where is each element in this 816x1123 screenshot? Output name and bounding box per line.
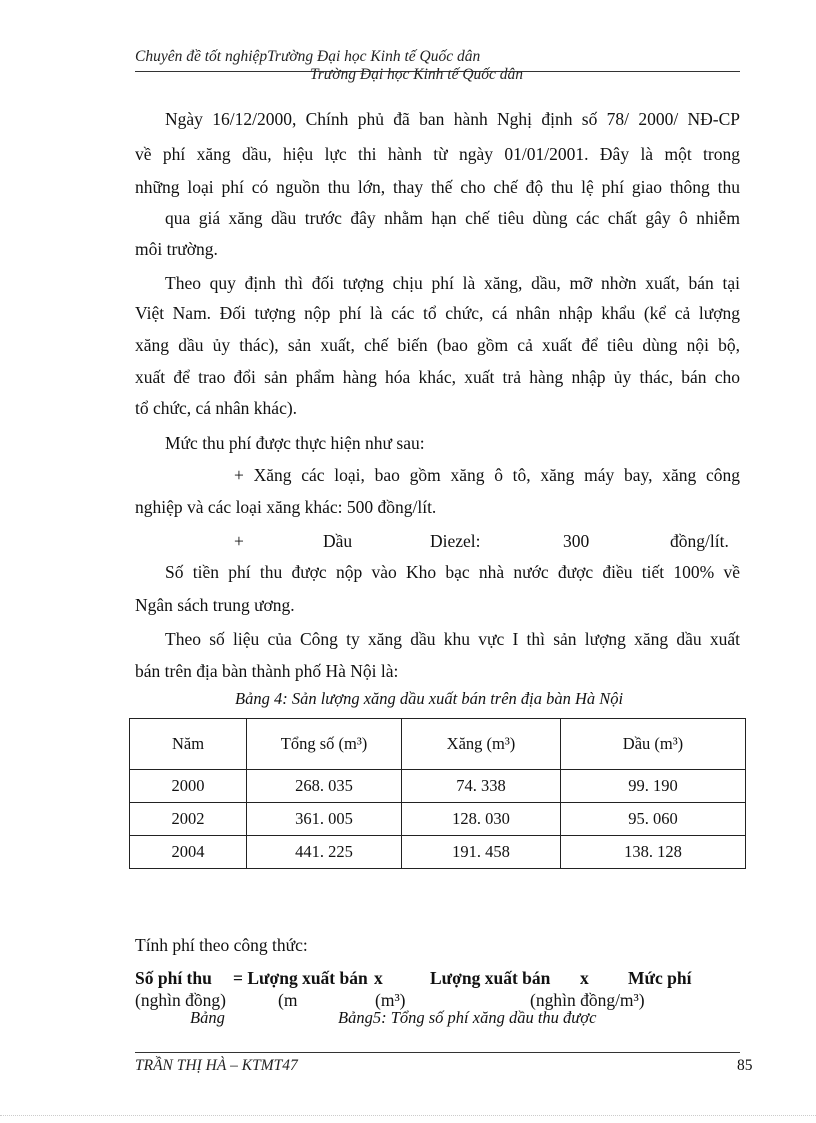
text-line: những loại phí có nguồn thu lớn, thay thế cho chế độ thu lệ phí giao thông thu [135, 177, 740, 197]
text-line: Số tiền phí thu được nộp vào Kho bạc nhà nước được điều tiết 100% về [165, 562, 740, 582]
running-header-subtitle: Trường Đại học Kinh tế Quốc dân [310, 66, 524, 83]
cell-year: 2002 [130, 803, 247, 836]
text-line: nghiệp và các loại xăng khác: 500 đồng/lít. [135, 497, 437, 517]
formula-fee: Số phí thu [135, 968, 212, 988]
cell-gasoline: 74. 338 [402, 770, 561, 803]
unit-rate: (nghìn đồng/m³) [530, 990, 645, 1010]
formula-quantity-1: = Lượng xuất bán [233, 968, 368, 988]
text-line: xuất để trao đổi sản phẩm hàng hóa khác, xuất trả hàng nhập ủy thác, bán cho [135, 367, 740, 387]
text-line: bán trên địa bàn thành phố Hà Nội là: [135, 661, 399, 681]
paragraph-fee-levels: Mức thu phí được thực hiện như sau: [165, 433, 425, 453]
cell-oil: 95. 060 [561, 803, 746, 836]
page-number: 85 [737, 1057, 753, 1074]
text-line: xăng dầu ủy thác), sản xuất, chế biến (bao gồm cả xuất để tiêu dùng nội bộ, [135, 335, 740, 355]
col-header-oil: Dầu (m³) [561, 719, 746, 770]
footer-rule [135, 1052, 740, 1053]
text-line: + Xăng các loại, bao gồm xăng ô tô, xăng máy bay, xăng công [234, 465, 740, 485]
table5-caption: Bảng5: Tổng số phí xăng dầu thu được [338, 1008, 597, 1027]
cell-gasoline: 191. 458 [402, 836, 561, 869]
cell-oil: 138. 128 [561, 836, 746, 869]
cell-gasoline: 128. 030 [402, 803, 561, 836]
footer-author: TRẦN THỊ HÀ – KTMT47 [135, 1057, 298, 1074]
formula-intro: Tính phí theo công thức: [135, 935, 308, 955]
table-row [130, 803, 746, 836]
col-header-total: Tổng số (m³) [247, 719, 402, 770]
text-line: Ngày 16/12/2000, Chính phủ đã ban hành Nghị định số 78/ 2000/ NĐ-CP [165, 109, 740, 129]
cell-total: 268. 035 [247, 770, 402, 803]
cell-total: 361. 005 [247, 803, 402, 836]
table-row [130, 836, 746, 869]
table5-label: Bảng [190, 1008, 225, 1027]
cell-year: 2004 [130, 836, 247, 869]
text-line: Ngân sách trung ương. [135, 595, 295, 615]
text-line: Theo số liệu của Công ty xăng dầu khu vực I thì sản lượng xăng dầu xuất [165, 629, 740, 649]
table-fuel-sales [129, 718, 746, 869]
text-line: Theo quy định thì đối tượng chịu phí là xăng, dầu, mỡ nhờn xuất, bán tại [165, 273, 740, 293]
text-line: tổ chức, cá nhân khác). [135, 398, 298, 418]
col-header-gasoline: Xăng (m³) [402, 719, 561, 770]
page-edge-divider [0, 1115, 816, 1116]
table4-caption: Bảng 4: Sản lượng xăng dầu xuất bán trên địa bàn Hà Nội [235, 689, 624, 708]
cell-oil: 99. 190 [561, 770, 746, 803]
text-line: qua giá xăng dầu trước đây nhằm hạn chế tiêu dùng các chất gây ô nhiễm [165, 208, 740, 228]
diesel-amount: 300 [563, 531, 590, 551]
diesel-unit: đồng/lít. [670, 531, 729, 551]
table-row [130, 770, 746, 803]
header-rule [135, 71, 740, 72]
unit-quantity-1: (m [278, 990, 298, 1010]
cell-total: 441. 225 [247, 836, 402, 869]
formula-times-1: x [374, 968, 383, 988]
diesel-type: Diezel: [430, 531, 481, 551]
running-header-title: Chuyên đề tốt nghiệpTrường Đại học Kinh tế Quốc dân [135, 48, 481, 65]
unit-quantity-2: (m³) [375, 990, 406, 1010]
diesel-plus: + [234, 531, 244, 551]
unit-fee: (nghìn đồng) [135, 990, 226, 1010]
text-line: Việt Nam. Đối tượng nộp phí là các tổ chức, cá nhân nhập khẩu (kể cả lượng [135, 303, 740, 323]
col-header-year: Năm [130, 719, 247, 770]
diesel-label: Dầu [323, 531, 353, 551]
cell-year: 2000 [130, 770, 247, 803]
text-line: về phí xăng dầu, hiệu lực thi hành từ ngày 01/01/2001. Đây là một trong [135, 144, 740, 164]
table-header-row [130, 719, 746, 770]
formula-times-2: x [580, 968, 589, 988]
formula-quantity-2: Lượng xuất bán [430, 968, 551, 988]
text-line: môi trường. [135, 239, 218, 259]
formula-rate: Mức phí [628, 968, 692, 988]
